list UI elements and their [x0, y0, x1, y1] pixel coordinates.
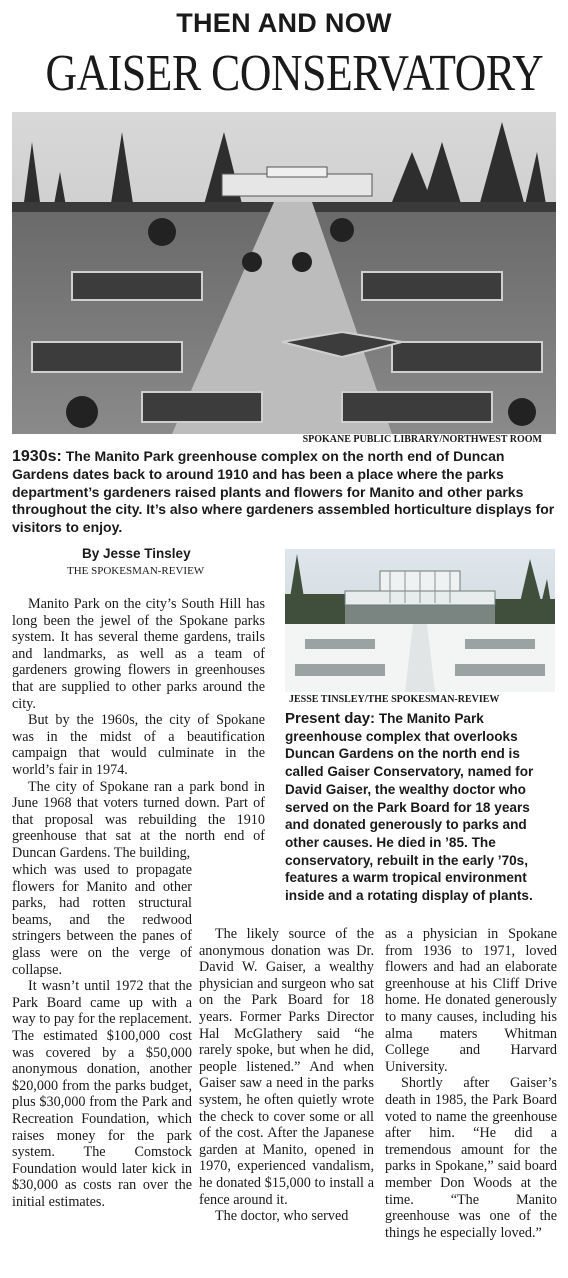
caption-present-lead: Present day:: [285, 710, 376, 727]
photo-credit-present: JESSE TINSLEY/THE SPOKESMAN-REVIEW: [289, 694, 500, 705]
article-paragraph-2: But by the 1960s, the city of Spokane was in the midst of a beautification campaign that would culminate in the world’s fair in 1974.: [12, 712, 265, 778]
article-paragraph-3a: The city of Spokane ran a park bond in June 1968 that voters turned down. Part of that proposal was rebuilding the 1910 greenhouse that sat at the north end of Duncan Gardens. The building,: [12, 778, 265, 861]
article-column-3: [385, 926, 557, 1241]
caption-historic: [12, 448, 560, 537]
photo-credit-historic: SPOKANE PUBLIC LIBRARY/NORTHWEST ROOM: [302, 434, 542, 445]
article-paragraph-5: The likely source of the anonymous donation was Dr. David W. Gaiser, a wealthy physician and surgeon who sat on the Park Board for 18 years. Former Parks Director Hal McGlathery said “he rarely spoke, but when he did, people listened.” And when Gaiser saw a need in the parks system, he often quietly wrote the check to cover some or all of the cost. After the Japanese garden at Manito, opened in 1970, experienced vandalism, he donated $15,000 to install a fence around it.: [199, 926, 374, 1208]
article-column-1-top: [12, 596, 265, 862]
article-column-1-bottom: [12, 862, 192, 1210]
article-paragraph-7: as a physician in Spokane from 1936 to 1971, loved flowers and had an elaborate greenhouse at his Cliff Drive home. He donated generously to many causes, including his alma maters Whitman College and Harvard University.: [385, 926, 557, 1075]
article-paragraph-3b: which was used to propagate flowers for Manito and other parks, had rotten structural beams, and the redwood stringers between the panes of glass were on the verge of collapse.: [12, 862, 192, 978]
caption-historic-text: The Manito Park greenhouse complex on the north end of Duncan Gardens dates back to around 1910 and has been a place where the parks department’s gardeners raised plants and flowers for Manito and other parks throughout the city. It’s also where gardeners assembled horticulture displays for visitors to enjoy.: [12, 448, 555, 536]
article-column-2: [199, 926, 374, 1225]
byline: By Jesse Tinsley: [82, 546, 191, 561]
article-paragraph-1: Manito Park on the city’s South Hill has long been the jewel of the Spokane parks system. It has several theme gardens, trails and landmarks, as well as a team of gardeners growing flowers in greenhouses that are supplied to other parks around the city.: [12, 596, 265, 712]
historic-garden-photo: [12, 112, 556, 434]
present-day-conservatory-photo: [285, 549, 555, 692]
publication-name: THE SPOKESMAN-REVIEW: [67, 565, 205, 577]
caption-present: [285, 710, 557, 905]
section-kicker: THEN AND NOW: [176, 8, 392, 38]
article-paragraph-6: The doctor, who served: [215, 1208, 349, 1225]
caption-historic-lead: 1930s:: [12, 448, 62, 465]
article-paragraph-4: It wasn’t until 1972 that the Park Board came up with a way to pay for the replacement. The estimated $100,000 cost was covered by a $50,000 anonymous donation, another $20,000 from the parks budget, plus $30,000 from the Park and Recreation Foundation, which raises money for the park system. The Comstock Foundation would later kick in $30,000 as costs ran over the initial estimates.: [12, 978, 192, 1210]
caption-present-text: The Manito Park greenhouse complex that overlooks Duncan Gardens on the north end is called Gaiser Conservatory, named for David Gaiser, the wealthy doctor who served on the Park Board for 18 years and donated generously to parks and other causes. He died in ’85. The conservatory, rebuilt in the early ’70s, features a warm tropical environment inside and a rotating display of plants.: [285, 711, 534, 904]
article-paragraph-8: Shortly after Gaiser’s death in 1985, the Park Board voted to name the greenhouse after him. “He did a tremendous amount for the parks in Spokane,” said board member Don Woods at the time. “The Manito greenhouse was one of the things he especially loved.”: [385, 1075, 557, 1241]
headline: GAISER CONSERVATORY: [45, 45, 544, 102]
